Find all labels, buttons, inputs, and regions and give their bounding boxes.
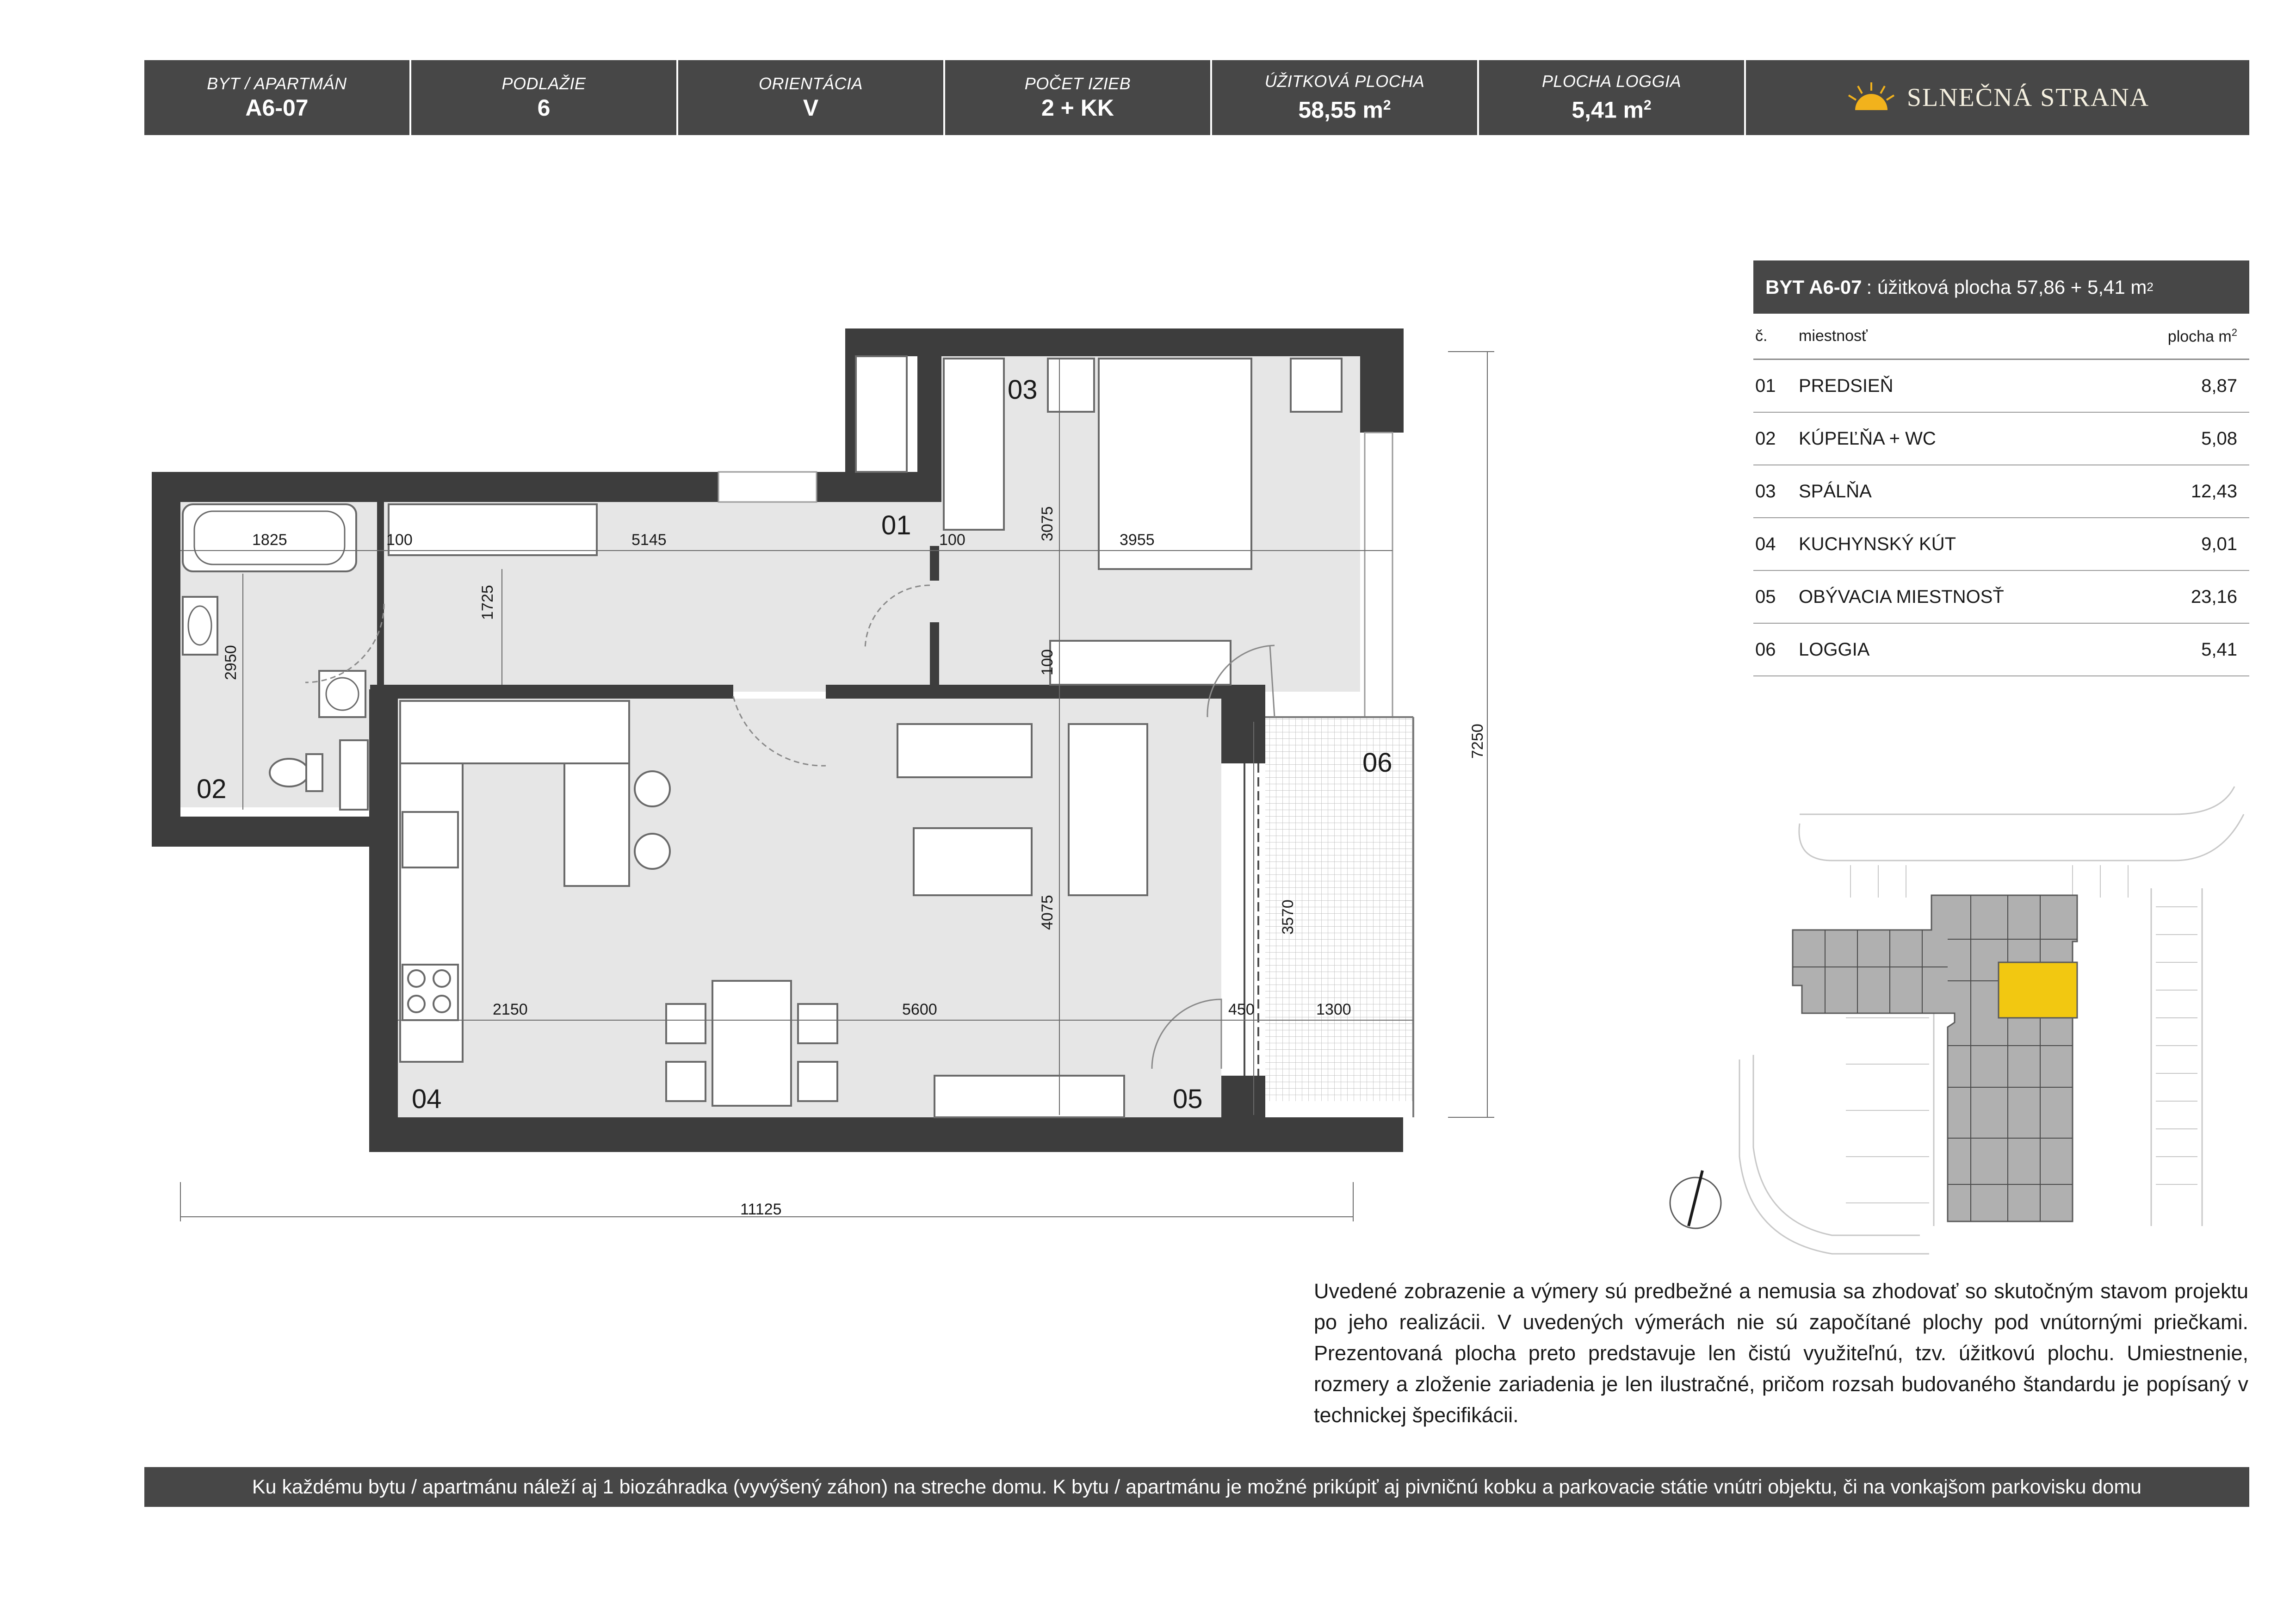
dim-3955: 3955 xyxy=(1120,531,1155,549)
header-label: PODLAŽIE xyxy=(501,74,586,93)
room-label-06: 06 xyxy=(1362,748,1392,778)
sofa xyxy=(897,724,1032,777)
room-name: PREDSIEŇ xyxy=(1799,375,1894,396)
table-row xyxy=(1753,571,2249,624)
floor-plan xyxy=(139,319,1517,1249)
room-label-04: 04 xyxy=(412,1084,442,1114)
dim-5145: 5145 xyxy=(631,531,667,549)
room-table-title xyxy=(1753,260,2249,314)
dresser xyxy=(1050,641,1231,685)
usable-area-unit-sup: 2 xyxy=(1383,98,1391,113)
north-arrow-icon xyxy=(1670,1171,1721,1228)
room-no: 04 xyxy=(1755,533,1776,554)
col-name-header: miestnosť xyxy=(1799,327,1868,345)
dim-450: 450 xyxy=(1228,1001,1255,1018)
room-area: 12,43 xyxy=(2191,481,2237,502)
room-name: SPÁLŇA xyxy=(1799,481,1872,502)
dining-table xyxy=(712,981,791,1106)
footer-note xyxy=(144,1467,2249,1507)
sofa-chaise xyxy=(1069,724,1147,895)
room-name: KÚPEĽŇA + WC xyxy=(1799,428,1936,449)
bar-stool xyxy=(635,771,670,806)
logo xyxy=(1746,60,2249,135)
dim-2950: 2950 xyxy=(222,645,240,680)
room-no: 02 xyxy=(1755,428,1776,449)
header-value: 6 xyxy=(537,95,551,121)
room-name: OBÝVACIA MIESTNOSŤ xyxy=(1799,586,2004,607)
logo-text: SLNEČNÁ STRANA xyxy=(1906,83,2150,112)
header-label: PLOCHA LOGGIA xyxy=(1541,72,1682,91)
dim-1825: 1825 xyxy=(252,531,287,549)
header-cell-orientation xyxy=(678,60,945,135)
disclaimer-text: Uvedené zobrazenie a výmery sú predbežné a nemusia sa zhodovať so skutočným stavom projektu po jeho realizácii. V uvedených výmerách nie sú započítané plochy pod vnútornými priečkami. Prezentovaná plocha preto predstavuje len čistú využiteľnú, tzv. úžitkovú plochu. Umiestnenie, rozmery a zloženie zariadenia je len ilustračné, pričom rozsah budovaného štandardu je popísaný v technickej špecifikácii. xyxy=(1314,1279,2248,1427)
col-no-header: č. xyxy=(1755,327,1768,345)
room-name: LOGGIA xyxy=(1799,639,1870,660)
col-area-header-text: plocha m xyxy=(2167,328,2232,346)
sink xyxy=(402,812,458,867)
room-table xyxy=(1753,260,2249,676)
room-area: 5,08 xyxy=(2201,428,2237,449)
header-value: 2 + KK xyxy=(1041,95,1114,121)
room-area: 5,41 xyxy=(2201,639,2237,660)
room-no: 05 xyxy=(1755,586,1776,607)
room-name: KUCHYNSKÝ KÚT xyxy=(1799,533,1956,554)
dim-4075: 4075 xyxy=(1039,895,1056,930)
header-cell-floor xyxy=(411,60,678,135)
dim-11125: 11125 xyxy=(740,1201,782,1218)
toilet xyxy=(270,759,309,787)
dim-1300: 1300 xyxy=(1316,1001,1351,1018)
table-row xyxy=(1753,360,2249,413)
sun-icon xyxy=(1846,81,1897,114)
header-cell-apartment xyxy=(144,60,411,135)
dim-1725: 1725 xyxy=(479,585,496,620)
room-area: 9,01 xyxy=(2201,533,2237,554)
room-no: 06 xyxy=(1755,639,1776,660)
header-label: ÚŽITKOVÁ PLOCHA xyxy=(1264,72,1425,91)
dim-3075: 3075 xyxy=(1039,506,1056,541)
header-label: BYT / APARTMÁN xyxy=(207,74,347,93)
col-area-header xyxy=(2145,327,2249,346)
table-row xyxy=(1753,518,2249,571)
header-cell-usable-area xyxy=(1212,60,1479,135)
header-value: A6-07 xyxy=(245,95,309,121)
header-cell-rooms xyxy=(945,60,1212,135)
dim-100: 100 xyxy=(1039,649,1056,675)
dim-100: 100 xyxy=(939,531,965,549)
table-row xyxy=(1753,413,2249,465)
table-row xyxy=(1753,465,2249,518)
balcony-door-frame xyxy=(1244,763,1258,1076)
room-area: 23,16 xyxy=(2191,586,2237,607)
footer-text: Ku každému bytu / apartmánu náleží aj 1 biozáhradka (vyvýšený záhon) na streche domu. K bytu / apartmánu je možné prikúpiť aj pivničnú kobku a parkovacie státie vnútri objektu, či na vonkajšom parkovisku domu xyxy=(252,1475,2142,1498)
tv-cabinet xyxy=(934,1076,1124,1117)
room-label-05: 05 xyxy=(1173,1084,1203,1114)
header-label: POČET IZIEB xyxy=(1024,74,1131,93)
table-row xyxy=(1753,624,2249,676)
header-value xyxy=(1298,92,1391,124)
building-footprint xyxy=(1793,895,2077,1221)
dim-3570: 3570 xyxy=(1279,899,1297,935)
header-value: V xyxy=(803,95,819,121)
room-table-title-sup: 2 xyxy=(2147,280,2154,294)
header-cell-loggia-area xyxy=(1479,60,1746,135)
header-bar xyxy=(144,60,2249,135)
room-label-01: 01 xyxy=(881,510,911,540)
apartment-highlight xyxy=(1999,962,2077,1018)
kitchen-island xyxy=(564,763,629,886)
room-no: 01 xyxy=(1755,375,1776,396)
room-table-title-area: : úžitková plocha 57,86 + 5,41 m xyxy=(1866,276,2147,298)
header-label: ORIENTÁCIA xyxy=(758,74,863,93)
wardrobe xyxy=(944,359,1004,530)
room-area: 8,87 xyxy=(2201,375,2237,396)
upper-cabinet xyxy=(400,701,629,763)
room-no: 03 xyxy=(1755,481,1776,502)
coffee-table xyxy=(914,828,1032,895)
header-value xyxy=(1572,92,1651,124)
col-area-header-sup: 2 xyxy=(2231,326,2237,338)
loggia-area-unit-sup: 2 xyxy=(1643,98,1652,113)
bar-stool xyxy=(635,834,670,869)
loggia-area-value: 5,41 m xyxy=(1572,97,1644,123)
room-table-title-apartment: BYT A6-07 xyxy=(1765,276,1862,298)
dim-2150: 2150 xyxy=(493,1001,528,1018)
dim-5600: 5600 xyxy=(902,1001,937,1018)
dim-100: 100 xyxy=(386,531,413,549)
room-label-03: 03 xyxy=(1008,375,1038,405)
room-label-02: 02 xyxy=(197,774,227,804)
building-location-map xyxy=(1619,782,2267,1272)
room-table-header xyxy=(1753,314,2249,360)
dim-7250: 7250 xyxy=(1469,724,1486,759)
usable-area-value: 58,55 m xyxy=(1298,97,1383,123)
